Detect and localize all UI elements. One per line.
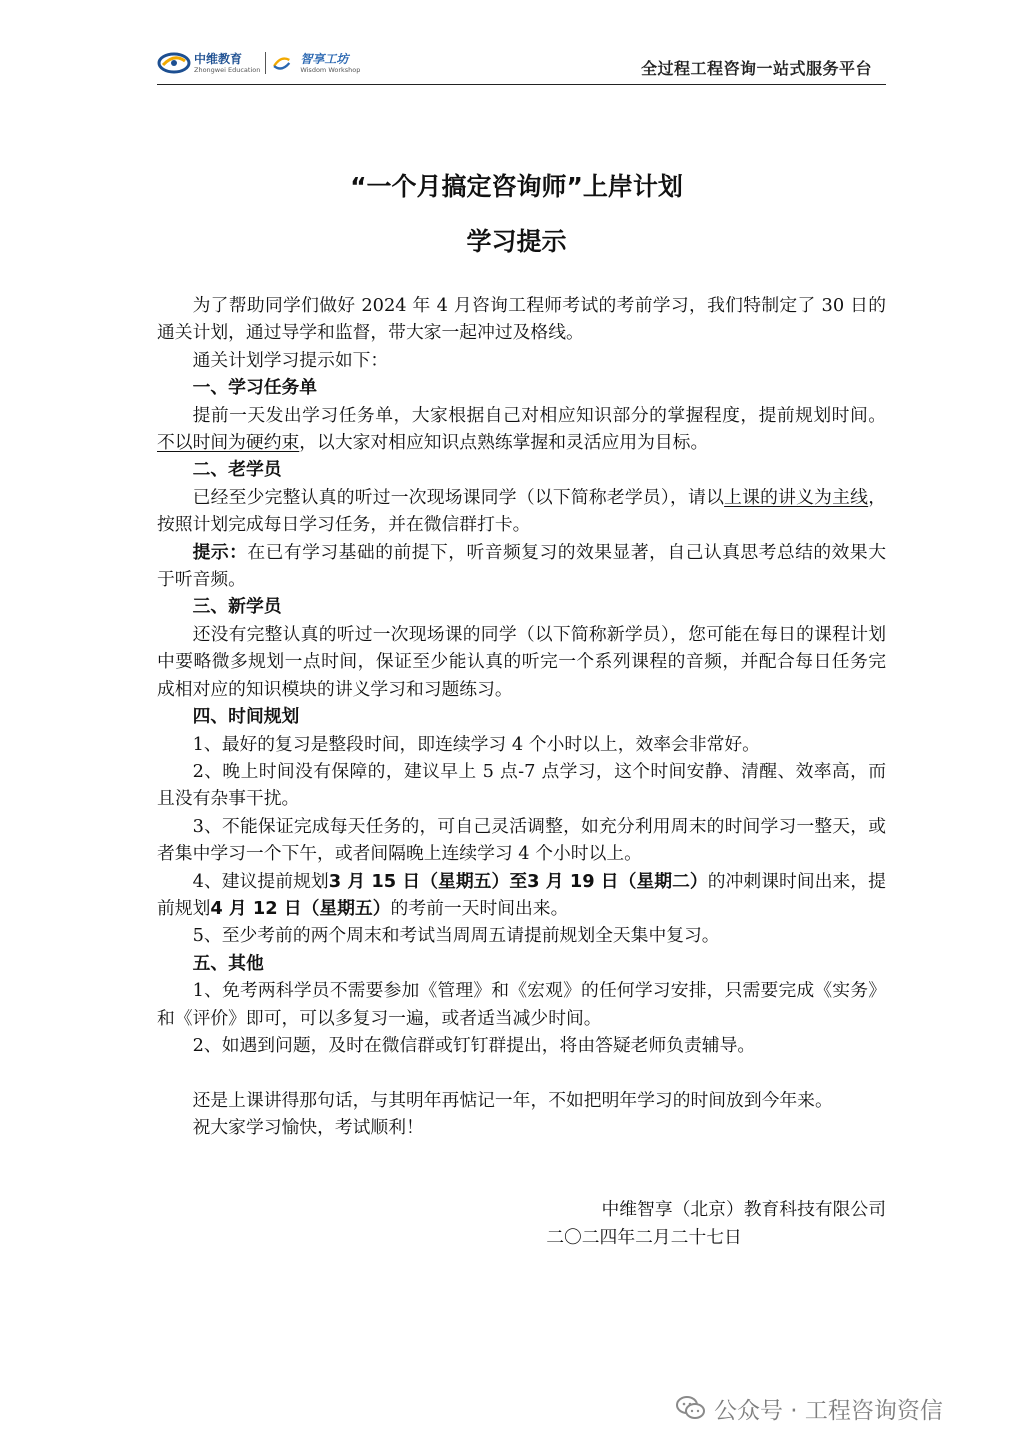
tip-label: 提示： [192, 541, 248, 563]
other-item-2: 2、如遇到问题，及时在微信群或钉钉群提出，将由答疑老师负责辅导。 [192, 1034, 756, 1056]
document-subtitle: 学习提示 [466, 227, 567, 256]
other-item-1: 1、免考两科学员不需要参加《管理》和《宏观》的任何学习安排，只需要完成《实务》和《评价》即可，可以多复习一遍，或者适当减少时间。 [157, 980, 886, 1029]
section-heading-time-planning: 四、时间规划 [192, 706, 300, 728]
section-heading-other: 五、其他 [192, 952, 264, 974]
watermark-text: 公众号 · 工程咨询资信 [714, 1397, 943, 1424]
logo-divider [265, 52, 266, 74]
underlined-text: 上课的讲义为主线 [724, 486, 869, 508]
wechat-watermark [676, 1391, 943, 1425]
wisdom-workshop-logo [271, 51, 360, 75]
platform-slogan: 全过程工程咨询一站式服务平台 [640, 59, 872, 78]
signature-company: 中维智享（北京）教育科技有限公司 [601, 1199, 886, 1220]
section-heading-new-students: 三、新学员 [192, 596, 282, 618]
page-header [157, 44, 886, 85]
underlined-text: 不以时间为硬约束 [157, 432, 300, 454]
spacer [157, 1059, 886, 1086]
section-heading-old-students: 二、老学员 [192, 459, 282, 481]
document-body [157, 292, 886, 1142]
zhongwei-logo [157, 51, 260, 75]
wisdom-logo-icon [271, 51, 297, 75]
logo2-name: 智享工坊 [300, 51, 349, 66]
closing-paragraph: 还是上课讲得那句话，与其明年再惦记一年，不如把明年学习的时间放到今年来。 [192, 1089, 833, 1111]
wechat-icon [676, 1395, 706, 1421]
time-item-3: 3、不能保证完成每天任务的，可自己灵活调整，如充分利用周末的时间学习一整天，或者集中学习一个下午，或者间隔晚上连续学习 4 个小时以上。 [157, 815, 886, 865]
zhongwei-logo-icon [157, 51, 191, 75]
time-item-2: 2、晚上时间没有保障的，建议早上 5 点-7 点学习，这个时间安静、清醒、效率高，而且没有杂事干扰。 [157, 760, 886, 810]
logo2-en: Wisdom Workshop [300, 65, 361, 74]
logo1-name: 中维教育 [194, 51, 243, 66]
tip-paragraph: 提示：在已有学习基础的前提下，听音频复习的效果显著，自己认真思考总结的效果大于听音频。 [157, 541, 886, 591]
signature-date: 二〇二四年二月二十七日 [546, 1227, 742, 1248]
intro-lead: 通关计划学习提示如下： [192, 349, 389, 371]
logo1-en: Zhongwei Education [194, 65, 261, 74]
task-list-paragraph: 提前一天发出学习任务单，大家根据自己对相应知识部分的掌握程度，提前规划时间。不以时间为硬约束，以大家对相应知识点熟练掌握和灵活应用为目标。 [157, 404, 886, 454]
time-item-4: 4、建议提前规划3 月 15 日（星期五）至3 月 19 日（星期二）的冲刺课时间出来，提前规划4 月 12 日（星期五）的考前一天时间出来。 [157, 870, 886, 919]
new-students-paragraph: 还没有完整认真的听过一次现场课的同学（以下简称新学员），您可能在每日的课程计划中要略微多规划一点时间，保证至少能认真的听完一个系列课程的音频，并配合每日任务完成相对应的知识模块的讲义学习和习题练习。 [157, 623, 886, 700]
logos [157, 48, 360, 78]
closing-wish: 祝大家学习愉快，考试顺利！ [192, 1117, 424, 1139]
section-heading-task-list: 一、学习任务单 [192, 377, 318, 399]
time-item-5: 5、至少考前的两个周末和考试当周周五请提前规划全天集中复习。 [192, 925, 720, 947]
document-title: “一个月搞定咨询师”上岸计划 [350, 172, 683, 201]
time-item-1: 1、最好的复习是整段时间，即连续学习 4 个小时以上，效率会非常好。 [192, 733, 760, 755]
old-students-paragraph: 已经至少完整认真的听过一次现场课同学（以下简称老学员），请以上课的讲义为主线，按照计划完成每日学习任务，并在微信群打卡。 [157, 486, 886, 536]
intro-paragraph: 为了帮助同学们做好 2024 年 4 月咨询工程师考试的考前学习，我们特制定了 30 日的通关计划，通过导学和监督，带大家一起冲过及格线。 [157, 295, 886, 344]
